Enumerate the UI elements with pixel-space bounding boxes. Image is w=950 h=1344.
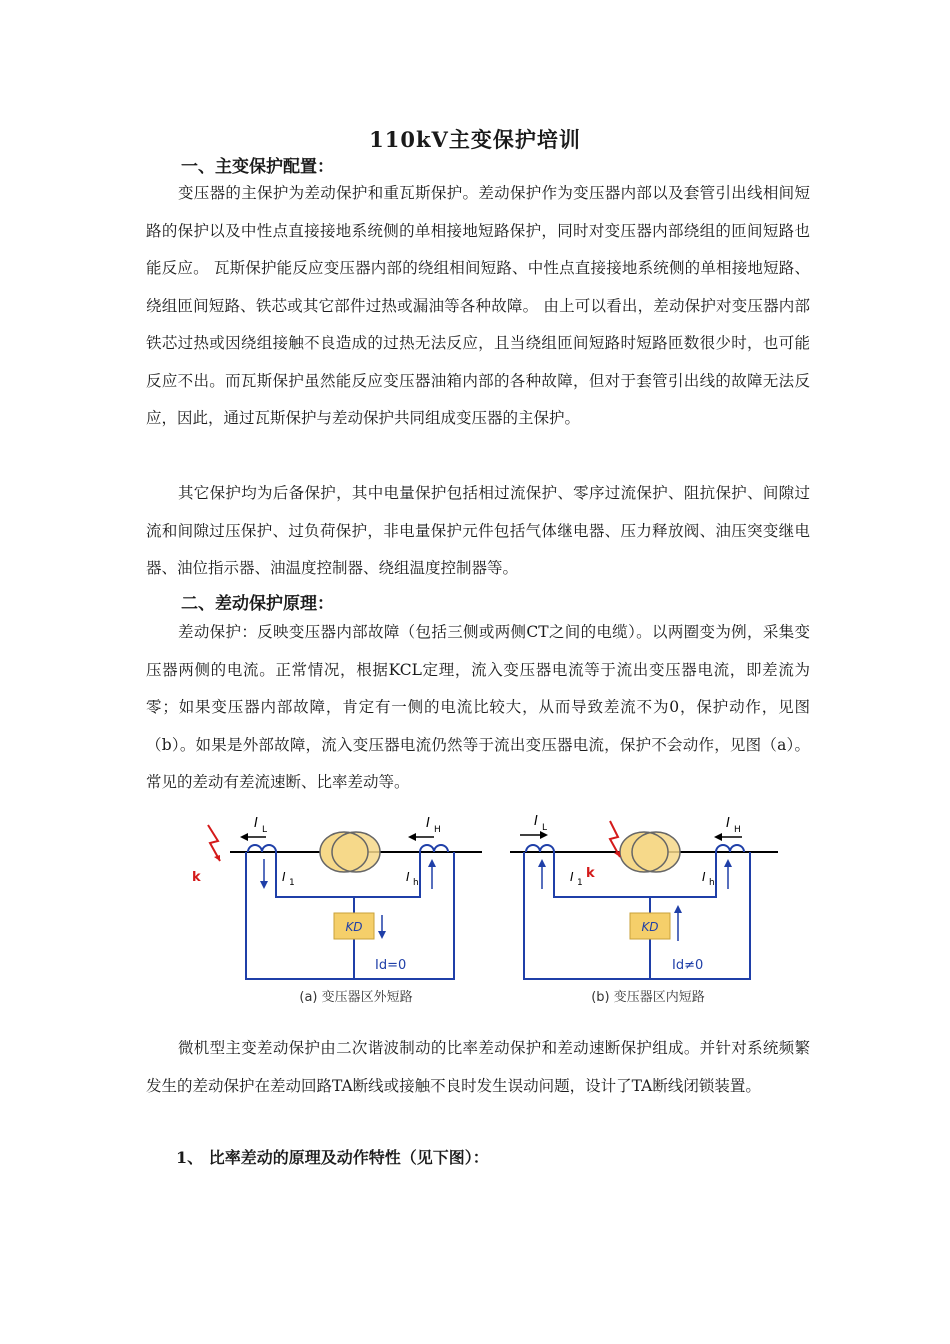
label-ih-sub: H [734,825,741,835]
arrow-left-icon [714,833,722,841]
arrow-left-icon [408,833,416,841]
paragraph-microprocessor-protection: 微机型主变差动保护由二次谐波制动的比率差动保护和差动速断保护组成。并针对系统频繁发生的差动保护在差动回路TA断线或接触不良时发生误动问题，设计了TA断线闭锁装置。 [146,1039,810,1095]
label-ih2: I [702,870,706,884]
paragraph-backup-protection: 其它保护均为后备保护，其中电量保护包括相过流保护、零序过流保护、阻抗保护、间隙过流和间隙过压保护、过负荷保护，非电量保护元件包括气体继电器、压力释放阀、油压突变继电器、油位指示器、油温度控制器、绕组温度控制器等。 [146,484,810,577]
differential-diagram-figure [170,805,800,1015]
ct-right-icon [716,845,744,852]
lightning-icon [208,825,220,861]
figure-caption-a: (a) 变压器区外短路 [299,990,413,1005]
page-title: 110kV主变保护培训 [369,127,581,152]
arrow-up-icon [674,905,682,913]
transformer-icon [320,832,380,872]
arrow-up-icon [428,859,436,867]
arrow-up-icon [538,859,546,867]
section-heading-config: 一、主变保护配置： [181,157,334,177]
differential-current-label: Id≠0 [672,958,704,973]
label-il: I [254,816,258,831]
label-ih-sub: H [434,825,441,835]
label-i1: I [570,870,574,884]
figure-caption-b: (b) 变压器区内短路 [591,990,705,1005]
diagram-internal-fault [510,814,778,1005]
arrow-down-icon [378,931,386,939]
label-i1-sub: 1 [289,878,295,888]
transformer-icon [620,832,680,872]
label-ih: I [726,816,730,831]
arrow-up-icon [724,859,732,867]
relay-kd-label: KD [641,920,659,934]
section-heading-principle: 二、差动保护原理： [181,594,334,614]
list-item-ratio-differential: 1、 比率差动的原理及动作特性（见下图）： [176,1148,489,1167]
label-i1: I [282,870,286,884]
label-il: I [534,814,538,829]
label-i1-sub: 1 [577,878,583,888]
paragraph-main-protection: 变压器的主保护为差动保护和重瓦斯保护。差动保护作为变压器内部以及套管引出线相间短路的保护以及中性点直接接地系统侧的单相接地短路保护，同时对变压器内部绕组的匝间短路也能反应。 瓦斯保护能反应变压器内部的绕组相间短路、中性点直接接地系统侧的单相接地短路、绕组匝间短路、铁芯或其它部件过热或漏油等各种故障。 由上可以看出，差动保护对变压器内部铁芯过热或因绕组接触不良造成的过热无法反应，且当绕组匝间短路时短路匝数很少时，也可能反应不出。而瓦斯保护虽然能反应变压器油箱内部的各种故障，但对于套管引出线的故障无法反应，因此，通过瓦斯保护与差动保护共同组成变压器的主保护。 [146,184,810,427]
paragraph-differential-principle: 差动保护：反映变压器内部故障（包括三侧或两侧CT之间的电缆）。以两圈变为例，采集变压器两侧的电流。正常情况，根据KCL定理，流入变压器电流等于流出变压器电流，即差流为零；如果变压器内部故障，肯定有一侧的电流比较大，从而导致差流不为0，保护动作，见图（b）。如果是外部故障，流入变压器电流仍然等于流出变压器电流，保护不会动作，见图（a）。常见的差动有差流速断、比率差动等。 [146,623,810,791]
label-il-sub: L [262,825,268,835]
label-ih2-sub: h [413,878,419,888]
label-ih2: I [406,870,410,884]
label-ih2-sub: h [709,878,715,888]
arrow-left-icon [240,833,248,841]
label-ih: I [426,816,430,831]
differential-current-label: Id=0 [375,958,407,973]
ct-left-icon [526,845,554,852]
ct-right-icon [420,845,448,852]
arrow-down-icon [260,881,268,889]
label-il-sub: L [542,823,548,833]
ct-left-icon [248,845,276,852]
diagram-external-fault [192,816,482,1005]
fault-point-label: k [586,866,595,881]
fault-point-label: k [192,870,201,885]
relay-kd-label: KD [345,920,363,934]
